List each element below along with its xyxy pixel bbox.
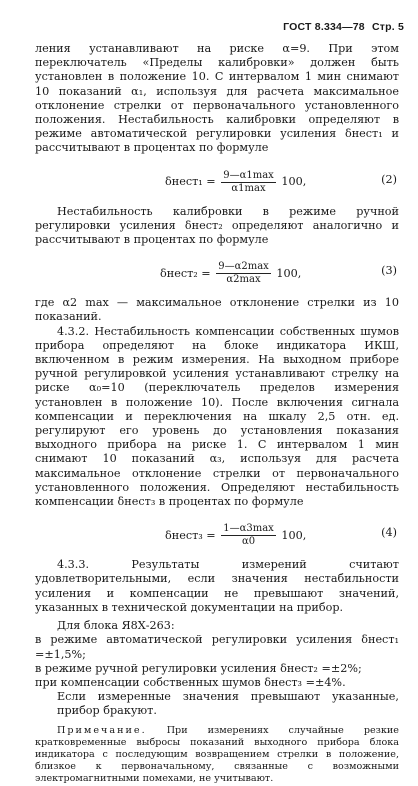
numerator: 9—α2max: [218, 261, 269, 273]
formula-lhs: δнест₂ =: [160, 266, 211, 280]
paragraph-1: ления устанавливают на риске α=9. При этом переключатель «Пределы калибровки» должен быть установлен в положение 10. С интервалом 1 мин снимают 10 показаний α₁, используя для расчета максимальное отклонение стрелки от первоначального установленного положения. Нестабильность калибровки определяют в режиме автоматической регулировки усиления δнест₁ и рассчитывают в процентах по формуле: [35, 42, 399, 155]
note: [35, 725, 399, 786]
gost-number: ГОСТ 8.334—78: [283, 21, 365, 33]
paragraph-4: 4.3.2. Нестабильность компенсации собственных шумов прибора определяют на блоке индикатора ИКШ, включенном в режим измерения. На выходном приборе ручной регулировкой усиления устанавливают стрелку на риске α₀=10 (переключатель пределов измерения установлен в положение 10). После включения сигнала компенсации и переключения на шкалу 2,5 отн. ед. регулируют его уровень до установления показания выходного прибора на риске 1. С интервалом 1 мин снимают 10 показаний α₃, используя для расчета максимальное отклонение стрелки от первоначального установленного положения. Определяют нестабильность компенсации δнест₃ в процентах по формуле: [35, 324, 399, 509]
denominator: α2max: [226, 274, 261, 286]
formula-3: [35, 251, 399, 291]
fraction: [221, 170, 276, 195]
denominator: α0: [241, 536, 256, 548]
limit-manual: в режиме ручной регулировки усиления δнест₂ =±2%;: [35, 661, 362, 675]
limits-block: [35, 619, 399, 718]
formula-number: (4): [381, 526, 397, 540]
formula-lhs: δнест₃ =: [165, 528, 216, 542]
formula-number: (3): [381, 264, 397, 278]
denominator: α1max: [231, 182, 266, 194]
limits-heading: Для блока Я8Х-263:: [57, 619, 175, 633]
note-text: При измерениях случайные резкие кратковременные выбросы показаний выходного прибора блока индикатора с последующим возвращением стрелки в положение, близкое к первоначальному, связанные с возможными электромагнитными помехами, не учитывают.: [35, 724, 399, 785]
note-label: Примечание.: [57, 724, 147, 736]
formula-tail: 100,: [276, 266, 302, 280]
paragraph-3: где α2 max — максимальное отклонение стрелки из 10 показаний.: [35, 296, 399, 324]
paragraph-5: 4.3.3. Результаты измерений считают удовлетворительными, если значения нестабильности усиления и компенсации не превышают значений, указанных в технической документации на прибор.: [35, 558, 399, 614]
paragraph-2: Нестабильность калибровки в режиме ручной регулировки усиления δнест₂ определяют аналогично и рассчитывают в процентах по формуле: [35, 204, 399, 247]
formula-number: (2): [381, 172, 397, 186]
formula-tail: 100,: [281, 175, 307, 189]
page-header: [279, 21, 404, 33]
formula-2: [35, 160, 399, 200]
fraction: [221, 523, 276, 548]
document-body: [35, 42, 399, 786]
limit-auto: в режиме автоматической регулировки усиления δнест₁ =±1,5%;: [35, 633, 399, 661]
reject-rule: Если измеренные значения превышают указанные, прибор бракуют.: [57, 690, 399, 718]
fraction: [216, 261, 271, 286]
numerator: 1—α3max: [223, 523, 274, 535]
formula-tail: 100,: [281, 528, 307, 542]
page-number: Стр. 5: [371, 21, 404, 33]
formula-4: [35, 513, 399, 553]
numerator: 9—α1max: [223, 169, 274, 181]
formula-lhs: δнест₁ =: [165, 175, 216, 189]
limit-noise: при компенсации собственных шумов δнест₃ =±4%.: [35, 675, 346, 689]
